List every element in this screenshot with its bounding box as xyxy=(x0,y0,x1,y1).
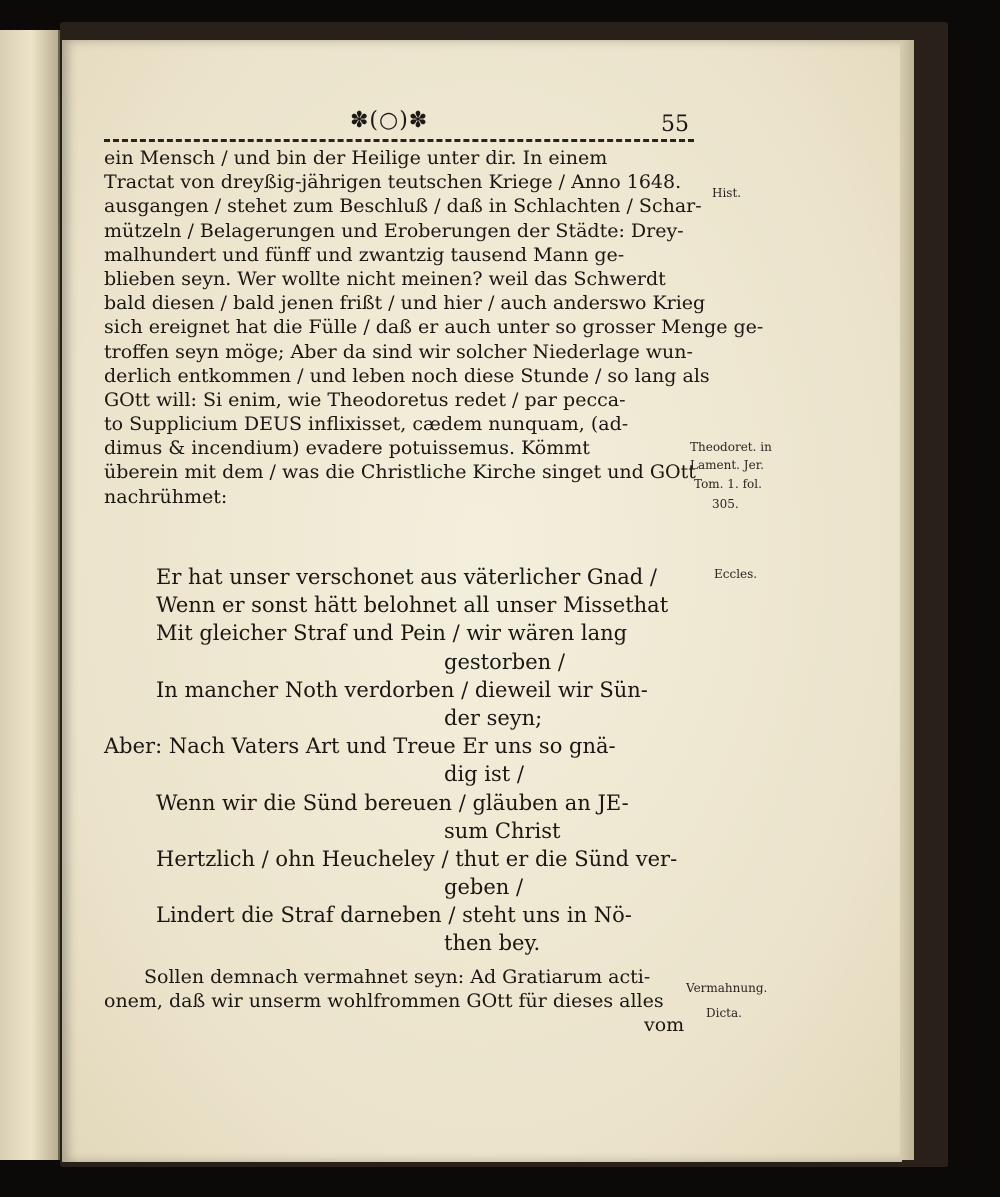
catchword: vom xyxy=(644,1014,685,1037)
text-line: onem, daß wir unserm wohlfrommen GOtt für dieses alles xyxy=(104,990,664,1013)
margin-note-hist: Hist. xyxy=(712,186,742,200)
text-line: nachrühmet: xyxy=(104,485,228,508)
text-line: Tractat von dreyßig-jährigen teutschen Kriege / Anno 1648. xyxy=(104,171,682,194)
verse-line: Aber: Nach Vaters Art und Treue Er uns so gnä- xyxy=(104,734,616,759)
margin-note-theodoret: Tom. 1. fol. xyxy=(694,477,762,491)
closing-paragraph xyxy=(104,965,694,1038)
margin-note-dicta: Dicta. xyxy=(706,1006,742,1020)
header-ornament: ✽(○)✽ xyxy=(350,108,429,133)
text-line: sich ereignet hat die Fülle / daß er auch unter so grosser Menge ge- xyxy=(104,316,764,339)
verse-line: Wenn wir die Sünd bereuen / gläuben an JE- xyxy=(156,790,629,815)
verse-line: sum Christ xyxy=(444,818,561,843)
page-stack-edge xyxy=(900,40,914,1160)
verse-line: then bey. xyxy=(444,931,541,956)
verse-line: der seyn; xyxy=(444,705,543,730)
text-line: dimus & incendium) evadere potuissemus. Kömmt xyxy=(104,437,590,460)
text-line: ausgangen / stehet zum Beschluß / daß in Schlachten / Schar- xyxy=(104,195,702,218)
verse-line: Lindert die Straf darneben / steht uns in Nö- xyxy=(156,903,632,928)
hymn-verse xyxy=(104,563,694,958)
text-line: mützeln / Belagerungen und Eroberungen der Städte: Drey- xyxy=(104,219,684,242)
verse-line: gestorben / xyxy=(444,649,565,674)
margin-note-theodoret: 305. xyxy=(712,497,739,511)
margin-note-vermahnung: Vermahnung. xyxy=(686,981,768,995)
page-header xyxy=(104,108,689,144)
text-line: überein mit dem / was die Christliche Kirche singet und GOtt xyxy=(104,461,696,484)
verse-line: Hertzlich / ohn Heucheley / thut er die Sünd ver- xyxy=(156,846,678,871)
header-rule xyxy=(104,139,694,142)
verse-line: In mancher Noth verdorben / dieweil wir Sün- xyxy=(156,677,648,702)
text-line: troffen seyn möge; Aber da sind wir solcher Niederlage wun- xyxy=(104,340,693,363)
verse-line: Er hat unser verschonet aus väterlicher Gnad / xyxy=(156,565,657,589)
margin-note-eccles: Eccles. xyxy=(714,567,758,581)
text-line: malhundert und fünff und zwantzig tausend Mann ge- xyxy=(104,243,625,266)
text-line: blieben seyn. Wer wollte nicht meinen? weil das Schwerdt xyxy=(104,267,666,290)
text-line: to Supplicium DEUS inflixisset, cædem nunquam, (ad- xyxy=(104,413,629,436)
text-line: GOtt will: Si enim, wie Theodoretus redet / par pecca- xyxy=(104,388,626,411)
adjacent-page-edge xyxy=(0,30,60,1160)
verse-line: geben / xyxy=(444,875,524,900)
margin-note-theodoret: Theodoret. in xyxy=(690,440,772,454)
text-line: ein Mensch / und bin der Heilige unter dir. In einem xyxy=(104,147,608,169)
text-line: Sollen demnach vermahnet seyn: Ad Gratiarum acti- xyxy=(144,966,651,988)
margin-note-theodoret: Lament. Jer. xyxy=(690,458,764,472)
text-line: bald diesen / bald jenen frißt / und hier / auch anderswo Krieg xyxy=(104,292,706,315)
verse-line: Wenn er sonst hätt belohnet all unser Missethat xyxy=(156,593,669,618)
verse-line: Mit gleicher Straf und Pein / wir wären lang xyxy=(156,621,628,646)
verse-line: dig ist / xyxy=(444,762,524,787)
text-line: derlich entkommen / und leben noch diese Stunde / so lang als xyxy=(104,364,710,387)
page-number: 55 xyxy=(661,112,689,137)
